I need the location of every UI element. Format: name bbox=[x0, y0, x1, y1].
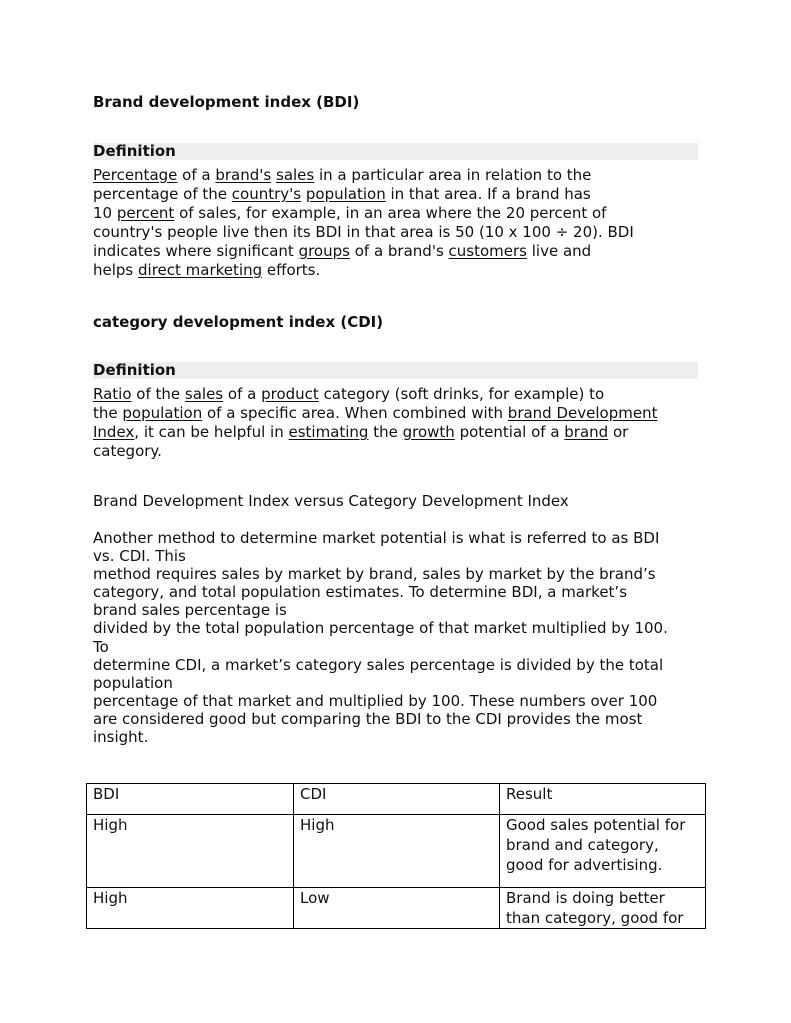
table-cell: Low bbox=[294, 888, 500, 929]
text-run: in a particular area in relation to the bbox=[314, 166, 592, 184]
underlined-term[interactable]: population bbox=[122, 404, 203, 422]
underlined-term[interactable]: sales bbox=[276, 166, 315, 184]
text-run: of a brand's bbox=[349, 242, 449, 260]
bdi-title: Brand development index (BDI) bbox=[93, 93, 360, 111]
text-run: live and bbox=[526, 242, 592, 260]
text-run: the bbox=[93, 404, 123, 422]
text-run: of a specific area. When combined with bbox=[202, 404, 508, 422]
text-line bbox=[93, 261, 713, 280]
text-run: percentage of the bbox=[93, 185, 232, 203]
underlined-term[interactable]: brand's bbox=[215, 166, 272, 184]
text-run: helps bbox=[93, 261, 139, 279]
underlined-term[interactable]: brand bbox=[564, 423, 609, 441]
underlined-term[interactable]: customers bbox=[448, 242, 527, 260]
cdi-definition-text bbox=[93, 385, 713, 461]
bdi-definition-text bbox=[93, 166, 713, 280]
text-run: of sales, for example, in an area where the 20 percent of bbox=[174, 204, 607, 222]
text-run: of the bbox=[131, 385, 185, 403]
text-line: Another method to determine market potential is what is referred to as BDI bbox=[93, 529, 660, 547]
underlined-term[interactable]: brand Development bbox=[507, 404, 658, 422]
underlined-term[interactable]: country's bbox=[231, 185, 302, 203]
text-line: determine CDI, a market’s category sales percentage is divided by the total bbox=[93, 655, 664, 674]
underlined-term[interactable]: product bbox=[261, 385, 319, 403]
text-run: potential of a bbox=[454, 423, 565, 441]
text-line bbox=[93, 204, 713, 223]
table-cell: High bbox=[87, 815, 294, 888]
underlined-term[interactable]: estimating bbox=[288, 423, 369, 441]
text-run: category. bbox=[93, 442, 162, 460]
text-line: To bbox=[93, 637, 109, 656]
underlined-term[interactable]: growth bbox=[402, 423, 455, 441]
text-run: of a bbox=[177, 166, 216, 184]
text-run: , it can be helpful in bbox=[134, 423, 289, 441]
table-cell: High bbox=[294, 815, 500, 888]
text-line bbox=[93, 242, 713, 261]
table-header-row bbox=[87, 784, 706, 815]
cdi-definition-label: Definition bbox=[93, 362, 698, 379]
comparison-paragraph bbox=[93, 529, 713, 746]
text-line bbox=[93, 185, 713, 204]
table-cell: High bbox=[87, 888, 294, 929]
text-line bbox=[93, 423, 713, 442]
text-line: divided by the total population percentage of that market multiplied by 100. bbox=[93, 619, 668, 638]
text-line bbox=[93, 223, 713, 242]
text-run: the bbox=[368, 423, 403, 441]
table-header-cell: BDI bbox=[87, 784, 294, 815]
underlined-term[interactable]: Percentage bbox=[93, 166, 178, 184]
cdi-title: category development index (CDI) bbox=[93, 313, 384, 331]
underlined-term[interactable]: direct marketing bbox=[138, 261, 263, 279]
text-line: percentage of that market and multiplied by 100. These numbers over 100 bbox=[93, 691, 658, 710]
bdi-cdi-table bbox=[86, 783, 706, 929]
text-line bbox=[93, 442, 713, 461]
text-run: country's people live then its BDI in that area is 50 (10 x 100 ÷ 20). BDI bbox=[93, 223, 634, 241]
underlined-term[interactable]: Ratio bbox=[93, 385, 132, 403]
underlined-term[interactable]: sales bbox=[184, 385, 224, 403]
bdi-definition-label: Definition bbox=[93, 143, 698, 160]
text-line bbox=[93, 385, 713, 404]
table-cell: Good sales potential for brand and category, good for advertising. bbox=[500, 815, 706, 888]
table-row bbox=[87, 815, 706, 888]
text-line bbox=[93, 404, 713, 423]
underlined-term[interactable]: percent bbox=[116, 204, 175, 222]
text-line: population bbox=[93, 673, 173, 692]
text-line: category, and total population estimates. To determine BDI, a market’s bbox=[93, 583, 628, 602]
text-line: method requires sales by market by brand, sales by market by the brand’s bbox=[93, 565, 656, 584]
table-cell: Brand is doing better than category, good for bbox=[500, 888, 706, 929]
text-line: brand sales percentage is bbox=[93, 601, 287, 620]
text-line: vs. CDI. This bbox=[93, 547, 186, 566]
text-run: or bbox=[608, 423, 629, 441]
text-line: are considered good but comparing the BDI to the CDI provides the most bbox=[93, 709, 643, 728]
table-row bbox=[87, 888, 706, 929]
text-run: efforts. bbox=[262, 261, 321, 279]
text-line: insight. bbox=[93, 728, 149, 747]
underlined-term[interactable]: population bbox=[305, 185, 386, 203]
table-header-cell: Result bbox=[500, 784, 706, 815]
text-run: 10 bbox=[93, 204, 117, 222]
table-header-cell: CDI bbox=[294, 784, 500, 815]
text-run: category (soft drinks, for example) to bbox=[318, 385, 605, 403]
text-run: in that area. If a brand has bbox=[385, 185, 591, 203]
text-run: indicates where significant bbox=[93, 242, 299, 260]
underlined-term[interactable]: groups bbox=[298, 242, 350, 260]
text-run: of a bbox=[223, 385, 262, 403]
text-line bbox=[93, 166, 713, 185]
underlined-term[interactable]: Index bbox=[93, 423, 135, 441]
comparison-heading: Brand Development Index versus Category Development Index bbox=[93, 492, 569, 510]
